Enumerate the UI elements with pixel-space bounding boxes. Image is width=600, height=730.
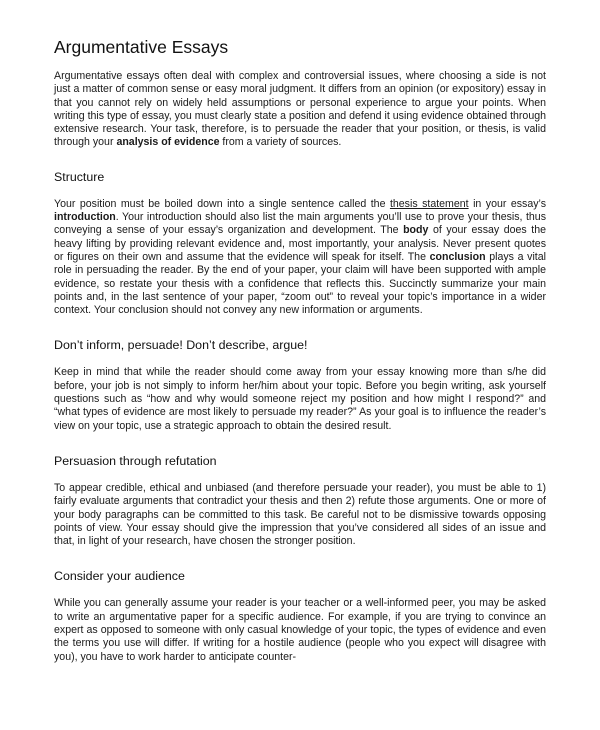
structure-text-5: plays a vital role in persuading the reader. By the end of your paper, your claim will have been supported with ample evidence, so restate your thesis with a confidence that reflects this. Succinctly summarize your main points and, in the last sentence of your paper, “zoom out” to reveal your topic’s importance in a wider context. Your conclusion should not convey any new information or arguments.	[54, 250, 546, 317]
section-refutation	[54, 453, 546, 548]
structure-text-4: of your essay does the heavy lifting by providing relevant evidence and, most importantly, your analysis. Never present quotes or figures on their own and assume that the evidence will speak for itself. The	[54, 224, 546, 263]
intro-text-2: from a variety of sources.	[219, 136, 342, 149]
bold-introduction: introduction	[54, 211, 116, 224]
bold-conclusion: conclusion	[429, 250, 486, 263]
section-persuade	[54, 337, 546, 432]
persuade-paragraph: Keep in mind that while the reader should come away from your essay knowing more than s/he did before, your job is not simply to inform her/him about your topic. Before you begin writing, ask yourself questions such as “how and why would someone reject my position and how might I respond?” and “what types of evidence are most likely to persuade my reader?” As your goal is to influence the reader’s view on your topic, use a strategic approach to obtain the desired result.	[54, 366, 546, 432]
section-audience	[54, 568, 546, 663]
page-title: Argumentative Essays	[54, 37, 229, 57]
intro-text-1: Argumentative essays often deal with complex and controversial issues, where choosing a side is not just a matter of common sense or easy moral judgment. It differs from an opinion (or expository) essay in that you cannot rely on widely held assumptions or personal experience to argue your points. When writing this type of essay, you must clearly state a position and defend it using evidence obtained through extensive research. Your task, therefore, is to persuade the reader that your position, or thesis, is valid through your	[54, 70, 546, 149]
thesis-statement-link: thesis statement	[389, 197, 469, 210]
audience-paragraph: While you can generally assume your reader is your teacher or a well-informed peer, you may be asked to write an argumentative paper for a specific audience. For example, if you are trying to convince an expert as opposed to someone with only casual knowledge of your topic, the types of evidence and even the terms you use will differ. If writing for a hostile audience (people who you expect will disagree with you), you have to work harder to anticipate counter-	[54, 597, 546, 663]
bold-body: body	[403, 224, 429, 237]
section-heading-refutation: Persuasion through refutation	[54, 453, 217, 468]
section-heading-persuade: Don’t inform, persuade! Don’t describe, argue!	[54, 338, 308, 353]
section-heading-structure: Structure	[54, 169, 105, 184]
structure-paragraph	[54, 198, 546, 318]
structure-text-2: in your essay’s	[468, 197, 546, 210]
section-heading-audience: Consider your audience	[54, 569, 185, 584]
refutation-paragraph: To appear credible, ethical and unbiased (and therefore persuade your reader), you must be able to 1) fairly evaluate arguments that contradict your thesis and then 2) refute those arguments. One or more of your body paragraphs can be committed to this task. Be careful not to be dismissive towards opposing points of view. Your essay should give the impression that you’ve considered all sides of an issue and that, in light of your research, have chosen the stronger position.	[54, 481, 546, 548]
structure-text-3: . Your introduction should also list the main arguments you’ll use to prove your thesis, thus conveying a sense of your essay’s organization and development. The	[54, 211, 546, 237]
intro-bold-analysis: analysis of evidence	[116, 136, 220, 149]
intro-paragraph	[54, 70, 546, 150]
structure-text-1: Your position must be boiled down into a single sentence called the	[54, 197, 390, 210]
section-structure	[54, 169, 546, 318]
